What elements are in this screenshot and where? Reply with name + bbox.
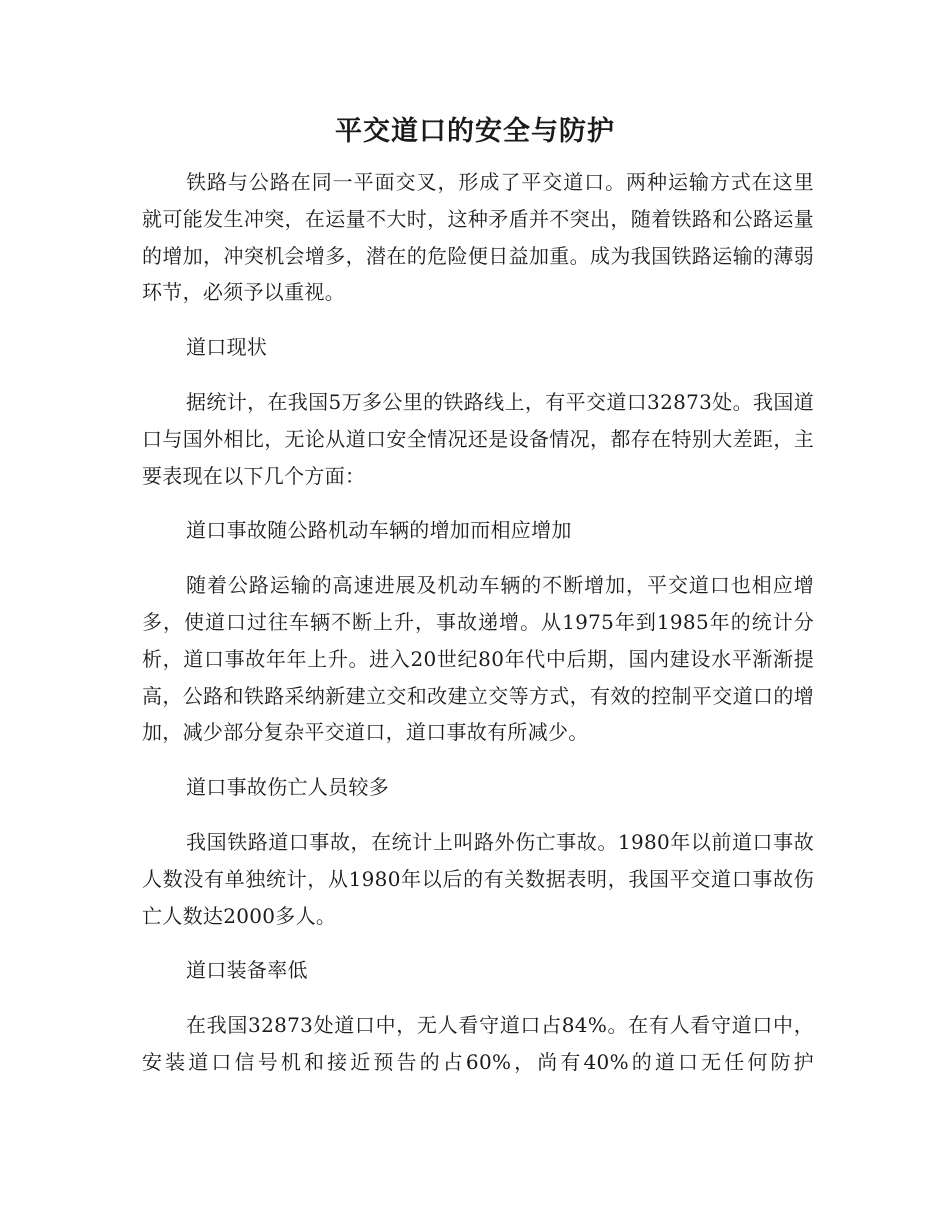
paragraph-gap	[142, 934, 814, 952]
document-body	[142, 164, 814, 1081]
paragraph-gap	[142, 366, 814, 384]
paragraph-gap	[142, 806, 814, 824]
paragraph-gap	[142, 311, 814, 329]
paragraph-intro: 铁路与公路在同一平面交叉，形成了平交道口。两种运输方式在这里就可能发生冲突，在运量不大时，这种矛盾并不突出，随着铁路和公路运量的增加，冲突机会增多，潜在的危险便日益加重。成为我国铁路运输的薄弱环节，必须予以重视。	[142, 170, 814, 305]
section-heading-accidents-increase: 道口事故随公路机动车辆的增加而相应增加	[186, 518, 572, 543]
paragraph-equipment: 在我国32873处道口中，无人看守道口占84%。在有人看守道口中，安装道口信号机和接近预告的占60%，尚有40%的道口无任何防护	[142, 1013, 814, 1074]
paragraph-gap	[142, 494, 814, 512]
paragraph-statistics: 据统计，在我国5万多公里的铁路线上，有平交道口32873处。我国道口与国外相比，无论从道口安全情况还是设备情况，都存在特别大差距，主要表现在以下几个方面：	[142, 389, 814, 488]
section-heading-casualties: 道口事故伤亡人员较多	[186, 775, 389, 800]
section-heading-status: 道口现状	[186, 335, 268, 360]
section-heading-equipment: 道口装备率低	[186, 958, 308, 983]
document-title: 平交道口的安全与防护	[335, 116, 615, 147]
paragraph-accidents-increase: 随着公路运输的高速进展及机动车辆的不断增加，平交道口也相应增多，使道口过往车辆不断上升，事故递增。从1975年到1985年的统计分析，道口事故年年上升。进入20世纪80年代中后期，国内建设水平渐渐提高，公路和铁路采纳新建立交和改建立交等方式，有效的控制平交道口的增加，减少部分复杂平交道口，道口事故有所减少。	[142, 573, 814, 745]
paragraph-gap	[142, 751, 814, 769]
paragraph-gap	[142, 549, 814, 567]
paragraph-casualties: 我国铁路道口事故，在统计上叫路外伤亡事故。1980年以前道口事故人数没有单独统计，从1980年以后的有关数据表明，我国平交道口事故伤亡人数达2000多人。	[142, 829, 814, 928]
paragraph-gap	[142, 989, 814, 1007]
